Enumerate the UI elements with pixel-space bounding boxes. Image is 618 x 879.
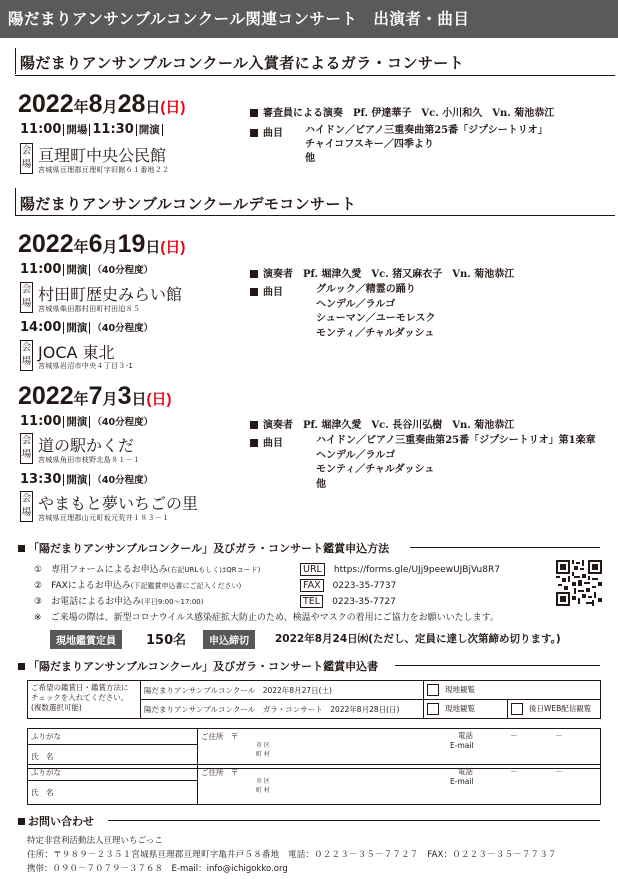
demo-day2-performers: 演奏者 Pf. 堀津久愛 Vc. 長谷川弘樹 Vn. 菊池恭江	[250, 416, 514, 431]
demo-title-underline	[15, 215, 615, 216]
howto-rule	[410, 547, 600, 548]
howto-item-1: ① 専用フォームによるお申込み(右記URLもしくはQRコード)	[34, 565, 261, 575]
demo-day1-s2-venue-marker: 会 場	[20, 340, 33, 371]
gala-performers: 審査員による演奏 Pf. 伊達華子 Vc. 小川和久 Vn. 菊池恭江	[250, 104, 554, 119]
demo-day2-program: ハイドン／ピアノ三重奏曲第25番「ジプシートリオ」第1楽章 ヘンデル／ラルゴ モンティ／チャルダッシュ 他	[316, 435, 596, 490]
form-rule	[395, 665, 600, 666]
deadline-value: 2022年8月24日㈬(ただし、定員に達し次第締め切ります。)	[275, 633, 561, 645]
demo-day1-s1-address: 宮城県柴田郡村田町村田迫８５	[38, 305, 141, 313]
howto-item-3: ③ お電話によるお申込み(平日9:00～17:00)	[34, 597, 204, 607]
applicant-1-furigana-label[interactable]: ふりがな	[28, 729, 198, 745]
opt1-onsite-checkbox[interactable]	[427, 684, 439, 696]
contact-title: お問い合わせ	[18, 813, 94, 829]
applicant-2-furigana-label[interactable]: ふりがな	[28, 765, 198, 781]
header-banner	[0, 0, 618, 38]
demo-day1-s1-time: 11:00 開演 （40分程度）	[20, 262, 154, 277]
form-opt2-web: 後日WEB配信観覧	[508, 700, 601, 719]
applicant-2-name-label[interactable]: 氏 名	[28, 781, 198, 805]
demo-title: 陽だまりアンサンブルコンクールデモコンサート	[20, 195, 357, 213]
howto-url[interactable]: URL https://forms.gle/UJj9peewUJBjVu8R7	[300, 562, 500, 576]
demo-day2-s2-venue: やまもと夢いちごの里	[38, 494, 199, 513]
applicant-1-address[interactable]: ご住所 〒 市 区 町 村 電話 － － E-mail	[198, 729, 601, 769]
gala-venue-marker: 会 場	[20, 143, 33, 174]
demo-title-bracket-left	[15, 188, 16, 215]
howto-note: ※ ご来場の際は、新型コロナウイルス感染症拡大防止のため、検温やマスクの着用にご協力をお願いいたします。	[34, 613, 499, 623]
demo-day1-s1-venue-marker: 会 場	[20, 282, 33, 313]
applicant-1-name-label[interactable]: 氏 名	[28, 745, 198, 769]
demo-day2-s2-address: 宮城県亘理郡山元町坂元荒井１８３－１	[38, 514, 170, 522]
demo-day2-s1-venue-marker: 会 場	[20, 433, 33, 464]
page-title: 陽だまりアンサンブルコンクール関連コンサート 出演者・曲目	[8, 9, 470, 28]
demo-day2-s2-time: 13:30 開演 （40分程度）	[20, 472, 154, 487]
gala-title-underline	[15, 75, 615, 76]
gala-program: ハイドン／ピアノ三重奏曲第25番「ジプシートリオ」 チャイコフスキー／四季より 他	[305, 125, 548, 164]
demo-day2-s1-time: 11:00 開演 （40分程度）	[20, 414, 154, 429]
applicant-2	[27, 764, 601, 805]
howto-fax: FAX 0223-35-7737	[300, 578, 396, 592]
contact-org: 特定非営利活動法人亘理いちごっこ	[27, 836, 163, 846]
demo-day1-performers: 演奏者 Pf. 堀津久愛 Vc. 猪又麻衣子 Vn. 菊池恭江	[250, 265, 514, 280]
gala-program-label: 曲目	[250, 124, 283, 139]
howto-title: 「陽だまりアンサンブルコンクール」及びガラ・コンサート鑑賞申込方法	[18, 540, 389, 556]
qr-code-icon[interactable]	[556, 560, 602, 606]
howto-tel: TEL 0223-35-7727	[300, 594, 396, 608]
applicant-2-address[interactable]: ご住所 〒 市 区 町 村 電話 － － E-mail	[198, 765, 601, 805]
demo-day2-s1-address: 宮城県角田市枝野北島８１－１	[38, 456, 141, 464]
demo-day1-s2-address: 宮城県岩沼市中央４丁目３-1	[38, 362, 134, 370]
gala-venue: 亘理町中央公民館	[38, 146, 167, 165]
form-opt1-label: 陽だまりアンサンブルコンクール 2022年8月27日(土)	[141, 681, 424, 700]
gala-address: 宮城県亘理郡亘理町字旧館６１番地２２	[38, 166, 170, 174]
demo-day2-s2-venue-marker: 会 場	[20, 491, 33, 522]
demo-day1-date: 2022年6月19日(日)	[18, 230, 186, 258]
gala-title-bracket-left	[15, 48, 16, 74]
opt2-web-checkbox[interactable]	[511, 703, 523, 715]
howto-item-2: ② FAXによるお申込み(下記鑑賞申込書にご記入ください)	[34, 581, 242, 591]
gala-date: 2022年8月28日(日)	[18, 90, 186, 118]
form-opt2-onsite: 現地観覧	[424, 700, 508, 719]
demo-day2-s1-venue: 道の駅かくだ	[38, 436, 135, 455]
opt2-onsite-checkbox[interactable]	[427, 703, 439, 715]
applicant-1	[27, 728, 601, 769]
form-title: 「陽だまりアンサンブルコンクール」及びガラ・コンサート鑑賞申込書	[18, 658, 378, 674]
contact-address: 住所：〒９８９－２３５１宮城県亘理郡亘理町字亀井戸５８番地 電話：０２２３－３５－７７２７ FAX：０２２３－３５－７７３７	[27, 850, 557, 860]
demo-day2-program-label: 曲目	[250, 434, 283, 449]
capacity-label: 現地鑑賞定員	[50, 630, 122, 649]
deadline-label: 申込締切	[203, 630, 255, 649]
gala-times: 11:00 開場 11:30 開演	[20, 122, 165, 137]
demo-day1-s1-venue: 村田町歴史みらい館	[38, 285, 183, 304]
demo-day1-program: グルック／精霊の踊り ヘンデル／ラルゴ シューマン／ユーモレスク モンティ／チャルダッシュ	[316, 284, 436, 339]
application-form	[27, 680, 601, 719]
contact-mobile: 携帯：０９０－７０７９－３７６８ E-mail：info@ichigokko.org	[27, 864, 288, 874]
demo-day1-program-label: 曲目	[250, 283, 283, 298]
form-opt1-choices: 現地観覧	[424, 681, 601, 700]
demo-day2-date: 2022年7月3日(日)	[18, 382, 172, 410]
demo-day1-s2-venue: JOCA 東北	[38, 343, 115, 362]
form-opt2-label: 陽だまりアンサンブルコンクール ガラ・コンサート 2022年8月28日(日)	[141, 700, 424, 719]
contact-rule	[108, 820, 600, 821]
capacity-value: 150名	[146, 633, 187, 648]
gala-title: 陽だまりアンサンブルコンクール入賞者によるガラ・コンサート	[20, 54, 465, 72]
form-instruction: ご希望の鑑賞日・鑑賞方法に チェックを入れてください。 (複数選択可能)	[28, 681, 141, 719]
demo-day1-s2-time: 14:00 開演 （40分程度）	[20, 320, 154, 335]
